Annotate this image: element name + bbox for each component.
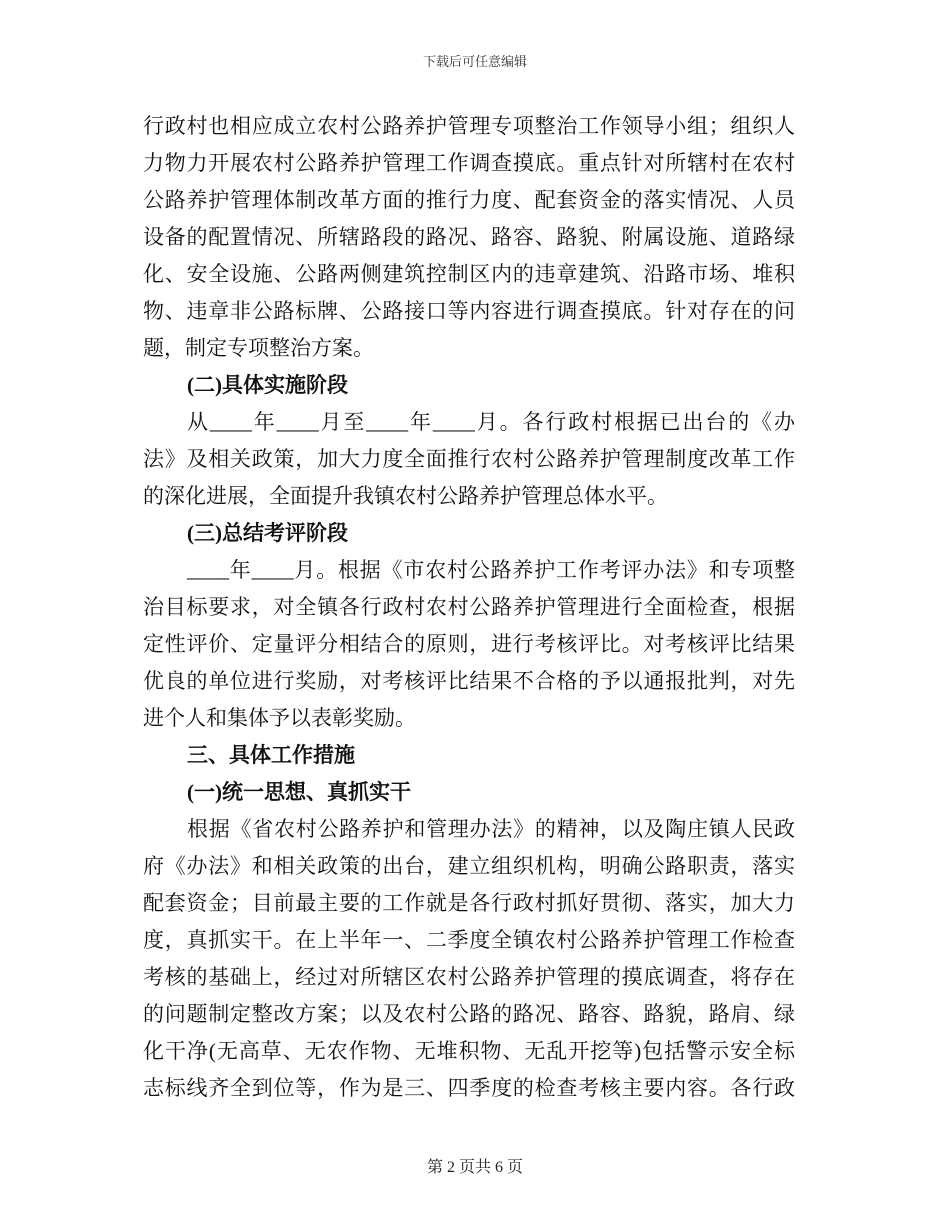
text-line: 公路养护管理体制改革方面的推行力度、配套资金的落实情况、人员 [143, 188, 795, 212]
text-line: 配套资金；目前最主要的工作就是各行政村抓好贯彻、落实，加大力 [143, 891, 795, 915]
text-line: 定性评价、定量评分相结合的原则，进行考核评比。对考核评比结果 [143, 632, 795, 656]
text-line: 设备的配置情况、所辖路段的路况、路容、路貌、附属设施、道路绿 [143, 225, 795, 249]
section-heading-stage3: (三)总结考评阶段 [187, 521, 348, 545]
header-note: 下载后可任意编辑 [422, 54, 527, 69]
text-line: 优良的单位进行奖励，对考核评比结果不合格的予以通报批判，对先 [143, 669, 795, 693]
text-line: 进个人和集体予以表彰奖励。 [143, 706, 416, 730]
text-line: 化、安全设施、公路两侧建筑控制区内的违章建筑、沿路市场、堆积 [143, 262, 795, 286]
paragraph-measure1 [143, 811, 795, 1107]
text-line: 志标线齐全到位等，作为是三、四季度的检查考核主要内容。各行政 [143, 1076, 795, 1100]
section-heading-measures: 三、具体工作措施 [187, 743, 355, 767]
paragraph-continuation [143, 108, 795, 367]
page-number-footer: 第 2 页共 6 页 [426, 1159, 523, 1176]
section-heading-stage2: (二)具体实施阶段 [187, 373, 348, 397]
text-line: 度，真抓实干。在上半年一、二季度全镇农村公路养护管理工作检查 [143, 928, 795, 952]
text-line: 府《办法》和相关政策的出台，建立组织机构，明确公路职责，落实 [143, 854, 795, 878]
text-line: 行政村也相应成立农村公路养护管理专项整治工作领导小组；组织人 [143, 114, 795, 138]
text-line: 法》及相关政策，加大力度全面推行农村公路养护管理制度改革工作 [143, 447, 795, 471]
text-line: ____年____月。根据《市农村公路养护工作考评办法》和专项整 [187, 558, 795, 582]
text-line: 考核的基础上，经过对所辖区农村公路养护管理的摸底调查，将存在 [143, 965, 795, 989]
text-line: 从____年____月至____年____月。各行政村根据已出台的《办 [187, 410, 795, 434]
text-line: 治目标要求，对全镇各行政村农村公路养护管理进行全面检查，根据 [143, 595, 795, 619]
text-line: 题，制定专项整治方案。 [143, 336, 374, 360]
text-line: 根据《省农村公路养护和管理办法》的精神，以及陶庄镇人民政 [187, 817, 795, 841]
text-line: 化干净(无高草、无农作物、无堆积物、无乱开挖等)包括警示安全标 [143, 1039, 795, 1063]
section-heading-measure1: (一)统一思想、真抓实干 [187, 780, 411, 804]
paragraph-stage3 [143, 552, 795, 737]
text-line: 的深化进展，全面提升我镇农村公路养护管理总体水平。 [143, 484, 668, 508]
text-line: 力物力开展农村公路养护管理工作调查摸底。重点针对所辖村在农村 [143, 151, 795, 175]
document-body [143, 108, 795, 1107]
text-line: 的问题制定整改方案；以及农村公路的路况、路容、路貌，路肩、绿 [143, 1002, 795, 1026]
paragraph-stage2 [143, 404, 795, 515]
text-line: 物、违章非公路标牌、公路接口等内容进行调查摸底。针对存在的问 [143, 299, 795, 323]
